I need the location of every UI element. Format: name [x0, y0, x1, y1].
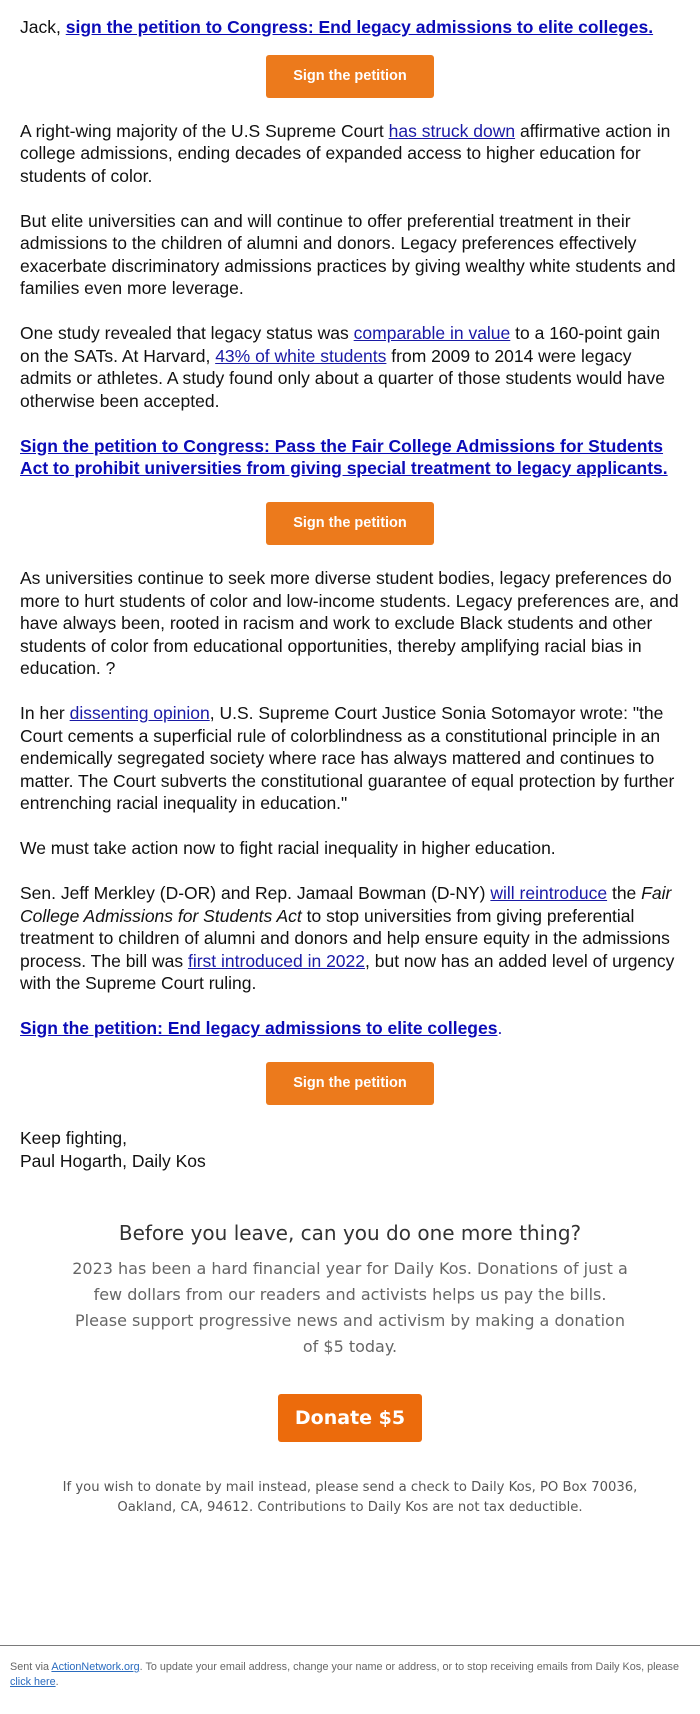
unsubscribe-link[interactable]: click here — [10, 1676, 56, 1688]
footer-text-end: . — [55, 1676, 59, 1688]
p3-text-mid: to a 160-point gain on the SATs. At Harvard, — [20, 323, 661, 366]
p1-text-end: affirmative action in college admissions, ending decades of expanded access to higher education for students of color. — [20, 120, 671, 186]
mail-donation-note: If you wish to donate by mail instead, please send a check to Daily Kos, PO Box 70036, Oakland, CA, 94612. Contributions to Daily Kos are not tax deductible. — [62, 1480, 638, 1515]
paragraph-diversity: As universities continue to seek more diverse student bodies, legacy preferences do more to hurt students of color and low-income students. Legacy preferences are, and have always been, rooted in racism and work to exclude Black students and other students of color from educational opportunities, thereby amplifying racial bias in education. ? — [20, 568, 679, 678]
donation-ask — [0, 1218, 700, 1360]
p3-text: One study revealed that legacy status was — [20, 323, 354, 343]
sign-petition-button-2[interactable]: Sign the petition — [266, 502, 434, 545]
sign-petition-button-1[interactable]: Sign the petition — [266, 55, 434, 98]
bill-name: Fair College Admissions for Students Act — [20, 883, 672, 926]
petition-link-top[interactable]: sign the petition to Congress: End legacy admissions to elite colleges. — [65, 17, 654, 37]
signoff-line-2: Paul Hogarth, Daily Kos — [20, 1150, 206, 1171]
recipient-name: Jack, — [20, 17, 61, 37]
petition-link-middle[interactable]: Sign the petition to Congress: Pass the Fair College Admissions for Students Act to prohibit universities from giving special treatment to legacy applicants. — [20, 435, 668, 478]
cta-paragraph-3 — [20, 1017, 680, 1040]
cta3-period: . — [497, 1018, 503, 1038]
comparable-value-link[interactable]: comparable in value — [353, 323, 511, 343]
white-students-link[interactable]: 43% of white students — [215, 345, 387, 366]
donate-button-wrap — [0, 1394, 700, 1442]
paragraph-study — [20, 322, 680, 412]
footer-text: Sent via — [10, 1661, 52, 1673]
paragraph-elite-universities: But elite universities can and will continue to offer preferential treatment in their admissions to the children of alumni and donors. Legacy preferences effectively exacerbate discriminatory admissions practices by giving wealthy white students and families even more leverage. — [20, 210, 676, 298]
p5-text-end: , U.S. Supreme Court Justice Sonia Sotomayor wrote: "the Court cements a superficial rule of colorblindness as a constitutional principle in an endemically segregated society where race has always mattered and continues to matter. The Court subverts the constitutional guarantee of equal protection by further entrenching racial inequality in education." — [20, 703, 675, 813]
actionnetwork-link[interactable]: ActionNetwork.org — [51, 1661, 140, 1673]
p5-text: In her — [20, 703, 70, 723]
p7-text: Sen. Jeff Merkley (D-OR) and Rep. Jamaal Bowman (D-NY) — [20, 883, 491, 903]
will-reintroduce-link[interactable]: will reintroduce — [490, 883, 608, 903]
intro-line — [20, 16, 680, 39]
p7-text-mid2: to stop universities from giving preferential treatment to children of alumni and donors and help ensure equity in the admissions process. The bill was — [20, 905, 670, 971]
p3-text-end: from 2009 to 2014 were legacy admits or athletes. A study found only about a quarter of those students would have otherwise been accepted. — [20, 345, 665, 411]
sign-button-wrap-2 — [20, 502, 680, 545]
footer-text-mid: . To update your email address, change your name or address, or to stop receiving emails from Daily Kos, please — [139, 1661, 679, 1673]
p1-text: A right-wing majority of the U.S Supreme Court — [20, 120, 389, 141]
petition-link-bottom[interactable]: Sign the petition: End legacy admissions to elite colleges — [20, 1018, 498, 1038]
sign-button-wrap-1 — [20, 55, 680, 98]
donation-body: 2023 has been a hard financial year for Daily Kos. Donations of just a few dollars from our readers and activists helps us pay the bills. Please support progressive news and activism by making a donation of $5 today. — [72, 1259, 628, 1356]
paragraph-bill — [20, 882, 680, 995]
p7-text-end: , but now has an added level of urgency with the Supreme Court ruling. — [20, 950, 675, 993]
p7-text-mid1: the — [607, 883, 642, 903]
first-introduced-link[interactable]: first introduced in 2022 — [187, 950, 366, 971]
signoff-line-1: Keep fighting, — [20, 1128, 128, 1148]
paragraph-sotomayor — [20, 702, 680, 815]
sign-button-wrap-3 — [20, 1062, 680, 1105]
donate-button[interactable]: Donate $5 — [278, 1394, 422, 1442]
signoff — [20, 1127, 680, 1172]
donation-heading: Before you leave, can you do one more thing? — [118, 1221, 582, 1245]
sign-petition-button-3[interactable]: Sign the petition — [266, 1062, 434, 1105]
dissenting-opinion-link[interactable]: dissenting opinion — [69, 703, 210, 723]
paragraph-take-action: We must take action now to fight racial inequality in higher education. — [20, 838, 556, 858]
paragraph-supreme-court — [20, 120, 680, 188]
footer — [0, 1645, 700, 1690]
cta-paragraph-2 — [20, 435, 680, 480]
struck-down-link[interactable]: has struck down — [388, 120, 516, 141]
